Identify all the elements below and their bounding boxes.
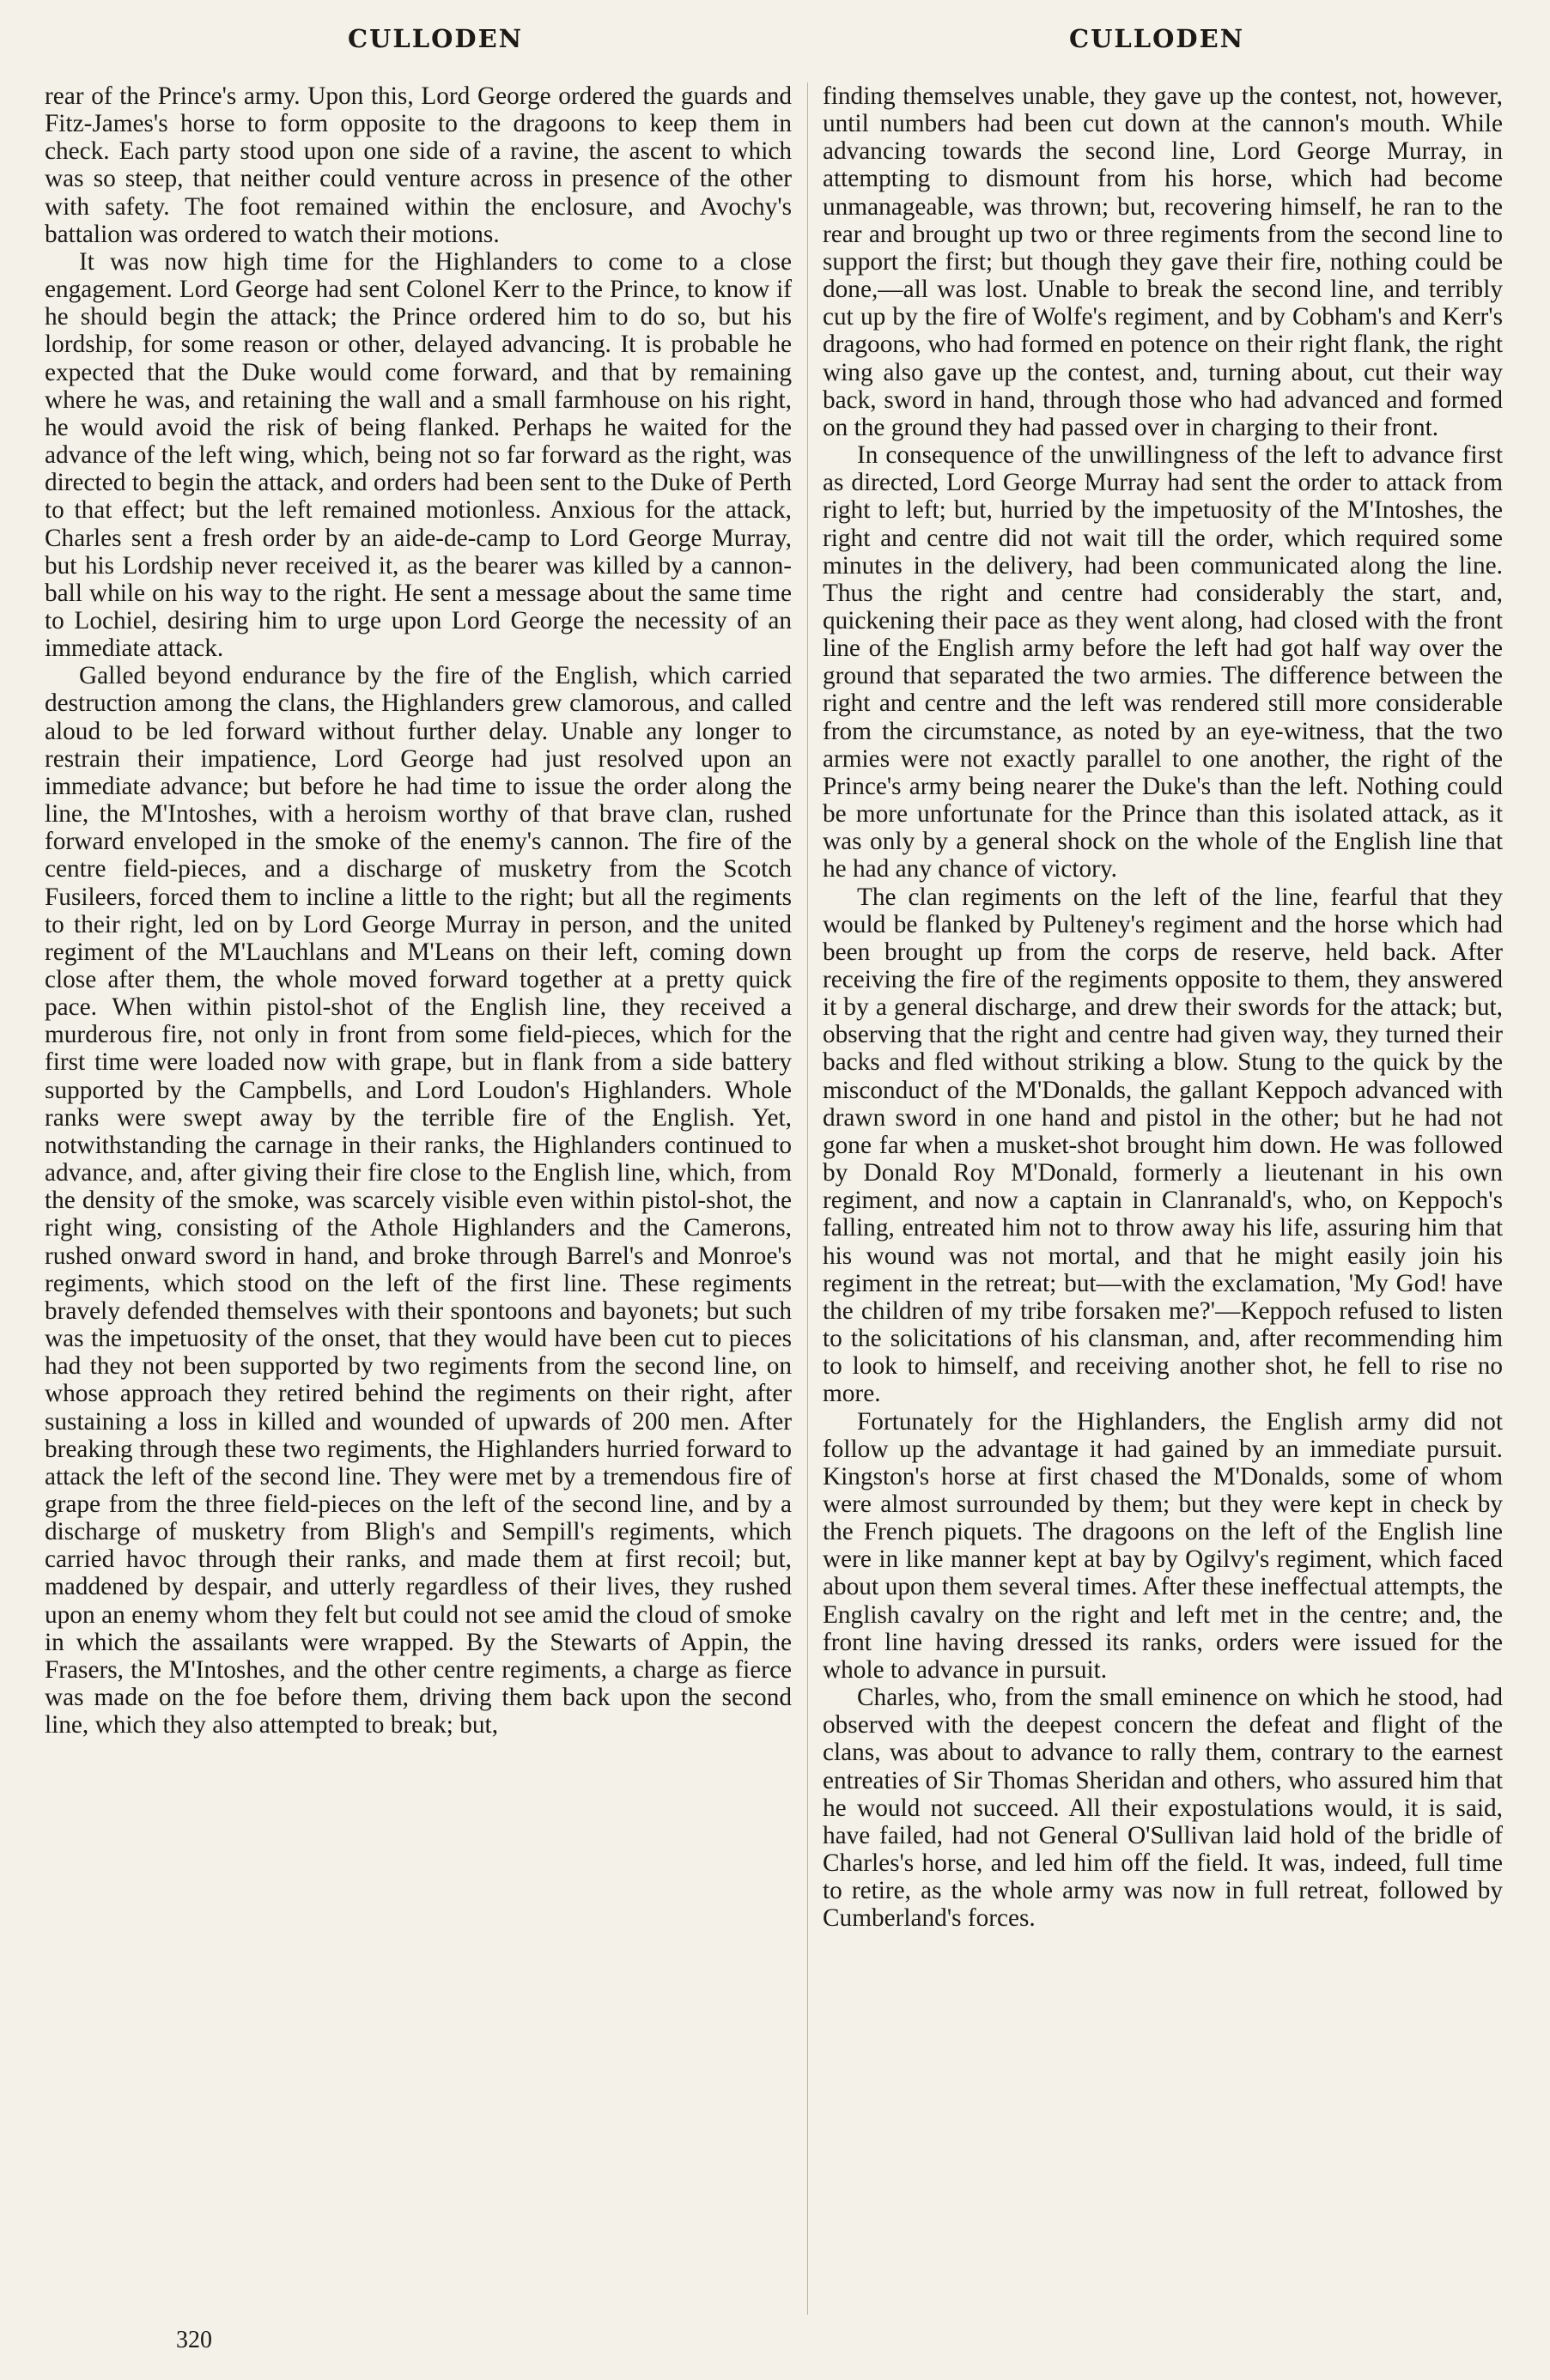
paragraph: The clan regiments on the left of the line, fearful that they would be flanked by Pulteney's regiment and the horse which had been brought up from the corps de reserve, held back. After receiving the fire of the regiments opposite to them, they answered it by a general discharge, and drew their swords for the attack; but, observing that the right and centre had given way, they turned their backs and fled without striking a blow. Stung to the quick by the misconduct of the M'Donalds, the gallant Keppoch advanced with drawn sword in one hand and pistol in the other; but he had not gone far when a musket-shot brought him down. He was followed by Donald Roy M'Donald, formerly a lieutenant in his own regiment, and now a captain in Clanranald's, who, on Keppoch's falling, entreated him not to throw away his life, assuring him that his wound was not mortal, and that he might easily join his regiment in the retreat; but—with the exclamation, 'My God! have the children of my tribe forsaken me?'—Keppoch refused to listen to the solicitations of his clansman, and, after recommending him to look to himself, and receiving another shot, he fell to rise no more. (823, 883, 1503, 1408)
paragraph: rear of the Prince's army. Upon this, Lord George ordered the guards and Fitz-James's horse to form opposite to the dragoons to keep them in check. Each party stood upon one side of a ravine, the ascent to which was so steep, that neither could venture across in presence of the other with safety. The foot remained within the enclosure, and Avochy's battalion was ordered to watch their motions. (45, 82, 792, 248)
right-column (823, 82, 1503, 1932)
left-column (45, 82, 792, 1739)
paragraph: Charles, who, from the small eminence on which he stood, had observed with the deepest concern the defeat and flight of the clans, was about to advance to rally them, contrary to the earnest entreaties of Sir Thomas Sheridan and others, who assured him that he would not succeed. All their expostulations would, it is said, have failed, had not General O'Sullivan laid hold of the bridle of Charles's horse, and led him off the field. It was, indeed, full time to retire, as the whole army was now in full retreat, followed by Cumberland's forces. (823, 1684, 1503, 1933)
running-head-left: CULLODEN (348, 24, 524, 53)
paragraph: Galled beyond endurance by the fire of the English, which carried destruction among the clans, the Highlanders grew clamorous, and called aloud to be led forward without further delay. Unable any longer to restrain their impatience, Lord George had just resolved upon an immediate advance; but before he had time to issue the order along the line, the M'Intoshes, with a heroism worthy of that brave clan, rushed forward enveloped in the smoke of the enemy's cannon. The fire of the centre field-pieces, and a discharge of musketry from the Scotch Fusileers, forced them to incline a little to the right; but all the regiments to their right, led on by Lord George Murray in person, and the united regiment of the M'Lauchlans and M'Leans on their left, coming down close after them, the whole moved forward together at a pretty quick pace. When within pistol-shot of the English line, they received a murderous fire, not only in front from some field-pieces, which for the first time were loaded now with grape, but in flank from a side battery supported by the Campbells, and Lord Loudon's Highlanders. Whole ranks were swept away by the terrible fire of the English. Yet, notwithstanding the carnage in their ranks, the Highlanders continued to advance, and, after giving their fire close to the English line, which, from the density of the smoke, was scarcely visible even within pistol-shot, the right wing, consisting of the Athole Highlanders and the Camerons, rushed onward sword in hand, and broke through Barrel's and Monroe's regiments, which stood on the left of the first line. These regiments bravely defended themselves with their spontoons and bayonets; but such was the impetuosity of the onset, that they would have been cut to pieces had they not been supported by two regiments from the second line, on whose approach they retired behind the regiments on their right, after sustaining a loss in killed and wounded of upwards of 200 men. After breaking through these two regiments, the Highlanders hurried forward to attack the left of the second line. They were met by a tremendous fire of grape from the three field-pieces on the left of the second line, and by a discharge of musketry from Bligh's and Sempill's regiments, which carried havoc through their ranks, and made them at first recoil; but, maddened by despair, and utterly regardless of their lives, they rushed upon an enemy whom they felt but could not see amid the cloud of smoke in which the assailants were wrapped. By the Stewarts of Appin, the Frasers, the M'Intoshes, and the other centre regiments, a charge as fierce was made on the foe before them, driving them back upon the second line, which they also attempted to break; but, (45, 662, 792, 1739)
page-number: 320 (176, 2327, 212, 2353)
running-header (0, 24, 1550, 67)
column-divider (807, 82, 808, 2315)
paragraph: In consequence of the unwillingness of the left to advance first as directed, Lord George Murray had sent the order to attack from right to left; but, hurried by the impetuosity of the M'Intoshes, the right and centre did not wait till the order, which required some minutes in the delivery, had been communicated along the line. Thus the right and centre had considerably the start, and, quickening their pace as they went along, had closed with the front line of the English army before the left had got half way over the ground that separated the two armies. The difference between the right and centre and the left was rendered still more considerable from the circumstance, as noted by an eye-witness, that the two armies were not exactly parallel to one another, the right of the Prince's army being nearer the Duke's than the left. Nothing could be more unfortunate for the Prince than this isolated attack, as it was only by a general shock on the whole of the English line that he had any chance of victory. (823, 441, 1503, 883)
paragraph: finding themselves unable, they gave up the contest, not, however, until numbers had been cut down at the cannon's mouth. While advancing towards the second line, Lord George Murray, in attempting to dismount from his horse, which had become unmanageable, was thrown; but, recovering himself, he ran to the rear and brought up two or three regiments from the second line to support the first; but though they gave their fire, nothing could be done,—all was lost. Unable to break the second line, and terribly cut up by the fire of Wolfe's regiment, and by Cobham's and Kerr's dragoons, who had formed en potence on their right flank, the right wing also gave up the contest, and, turning about, cut their way back, sword in hand, through those who had advanced and formed on the ground they had passed over in charging to their front. (823, 82, 1503, 441)
paragraph: Fortunately for the Highlanders, the English army did not follow up the advantage it had gained by an immediate pursuit. Kingston's horse at first chased the M'Donalds, some of whom were almost surrounded by them; but they were kept in check by the French piquets. The dragoons on the left of the English line were in like manner kept at bay by Ogilvy's regiment, which faced about upon them several times. After these ineffectual attempts, the English cavalry on the right and left met in the centre; and, the front line having dressed its ranks, orders were issued for the whole to advance in pursuit. (823, 1407, 1503, 1684)
paragraph: It was now high time for the Highlanders to come to a close engagement. Lord George had sent Colonel Kerr to the Prince, to know if he should begin the attack; the Prince ordered him to do so, but his lordship, for some reason or other, delayed advancing. It is probable he expected that the Duke would come forward, and that by remaining where he was, and retaining the wall and a small farmhouse on his right, he would avoid the risk of being flanked. Perhaps he waited for the advance of the left wing, which, being not so far forward as the right, was directed to begin the attack, and orders had been sent to the Duke of Perth to that effect; but the left remained motionless. Anxious for the attack, Charles sent a fresh order by an aide-de-camp to Lord George Murray, but his Lordship never received it, as the bearer was killed by a cannon-ball while on his way to the right. He sent a message about the same time to Lochiel, desiring him to urge upon Lord George the necessity of an immediate attack. (45, 247, 792, 663)
running-head-right: CULLODEN (1069, 24, 1245, 53)
